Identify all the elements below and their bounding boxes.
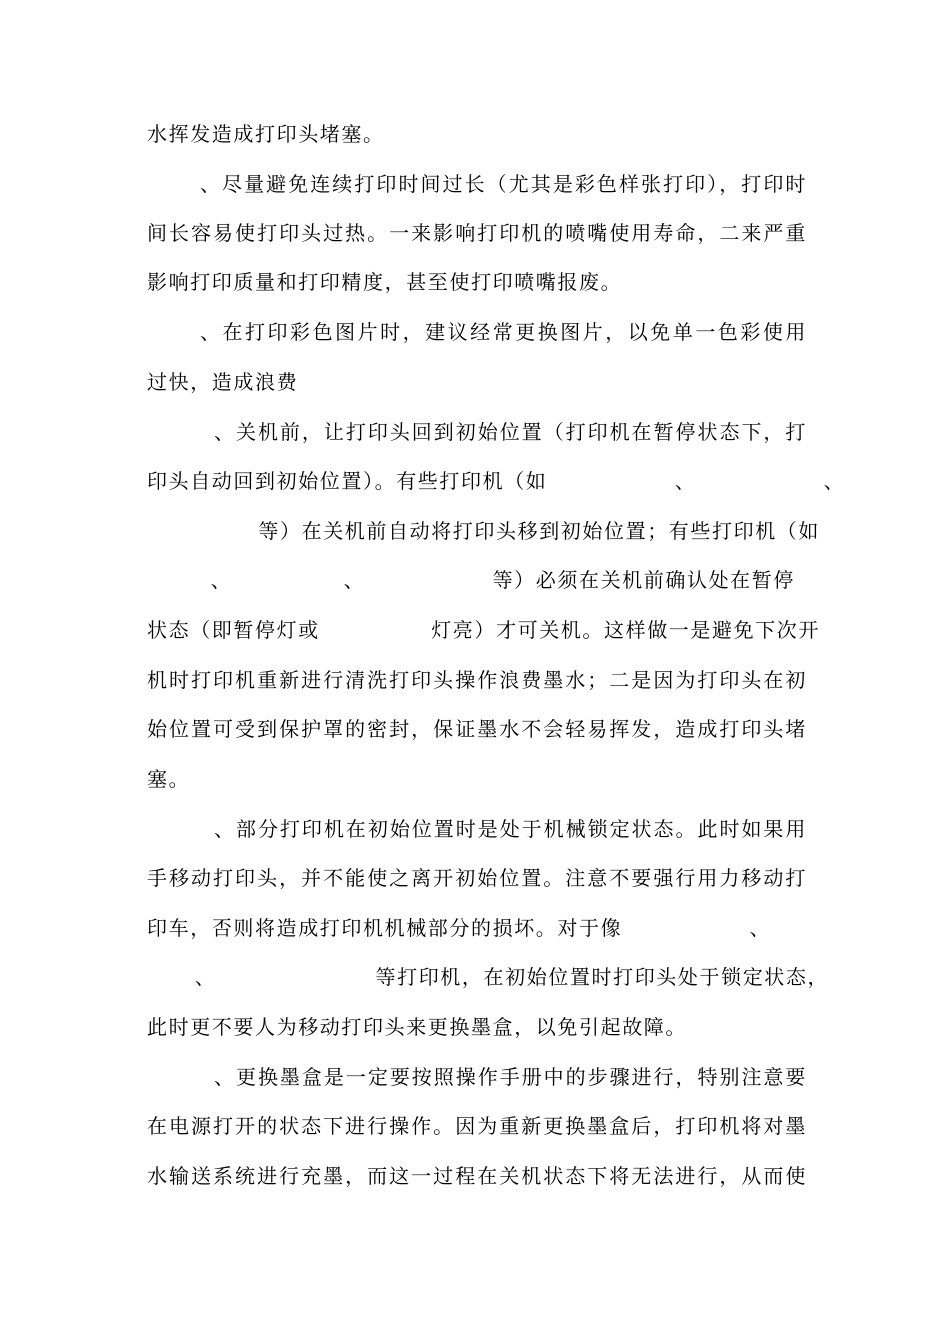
- text-line-16: 手移动打印头，并不能使之离开初始位置。注意不要强行用力移动打: [147, 866, 807, 890]
- text-line-13: 始位置可受到保护罩的密封，保证墨水不会轻易挥发，造成打印头堵: [147, 717, 807, 741]
- text-line-17: 印车，否则将造成打印机机械部分的损坏。对于像 、: [147, 916, 772, 940]
- text-line-1: 水挥发造成打印头堵塞。: [147, 122, 385, 146]
- text-line-12: 机时打印机重新进行清洗打印头操作浪费墨水；二是因为打印头在初: [147, 668, 807, 692]
- text-line-22: 水输送系统进行充墨，而这一过程在关机状态下将无法进行，从而使: [147, 1164, 807, 1188]
- text-line-7: 、关机前，让打印头回到初始位置（打印机在暂停状态下，打: [214, 420, 807, 444]
- text-line-21: 在电源打开的状态下进行操作。因为重新更换墨盒后，打印机将对墨: [147, 1114, 807, 1138]
- text-line-11: 状态（即暂停灯或 灯亮）才可关机。这样做一是避免下次开: [147, 618, 821, 642]
- text-line-5: 、在打印彩色图片时，建议经常更换图片，以免单一色彩使用: [200, 320, 807, 344]
- text-line-4: 影响打印质量和打印精度，甚至使打印喷嘴报废。: [147, 270, 623, 294]
- text-line-8: 印头自动回到初始位置）。有些打印机（如 、 、: [147, 469, 846, 493]
- text-line-15: 、部分打印机在初始位置时是处于机械锁定状态。此时如果用: [214, 817, 807, 841]
- text-line-9: 等）在关机前自动将打印头移到初始位置；有些打印机（如: [147, 519, 821, 543]
- text-line-10: 、 、 等）必须在关机前确认处在暂停: [147, 568, 795, 592]
- text-line-2: 、尽量避免连续打印时间过长（尤其是彩色样张打印），打印时: [200, 172, 807, 196]
- text-line-19: 此时更不要人为移动打印头来更换墨盒，以免引起故障。: [147, 1015, 687, 1039]
- text-line-14: 塞。: [147, 767, 191, 791]
- text-line-18: 、 等打印机，在初始位置时打印头处于锁定状态，: [147, 965, 830, 989]
- text-line-3: 间长容易使打印头过热。一来影响打印机的喷嘴使用寿命，二来严重: [147, 221, 807, 245]
- text-line-20: 、更换墨盒是一定要按照操作手册中的步骤进行，特别注意要: [214, 1065, 807, 1089]
- text-line-6: 过快，造成浪费: [147, 370, 299, 394]
